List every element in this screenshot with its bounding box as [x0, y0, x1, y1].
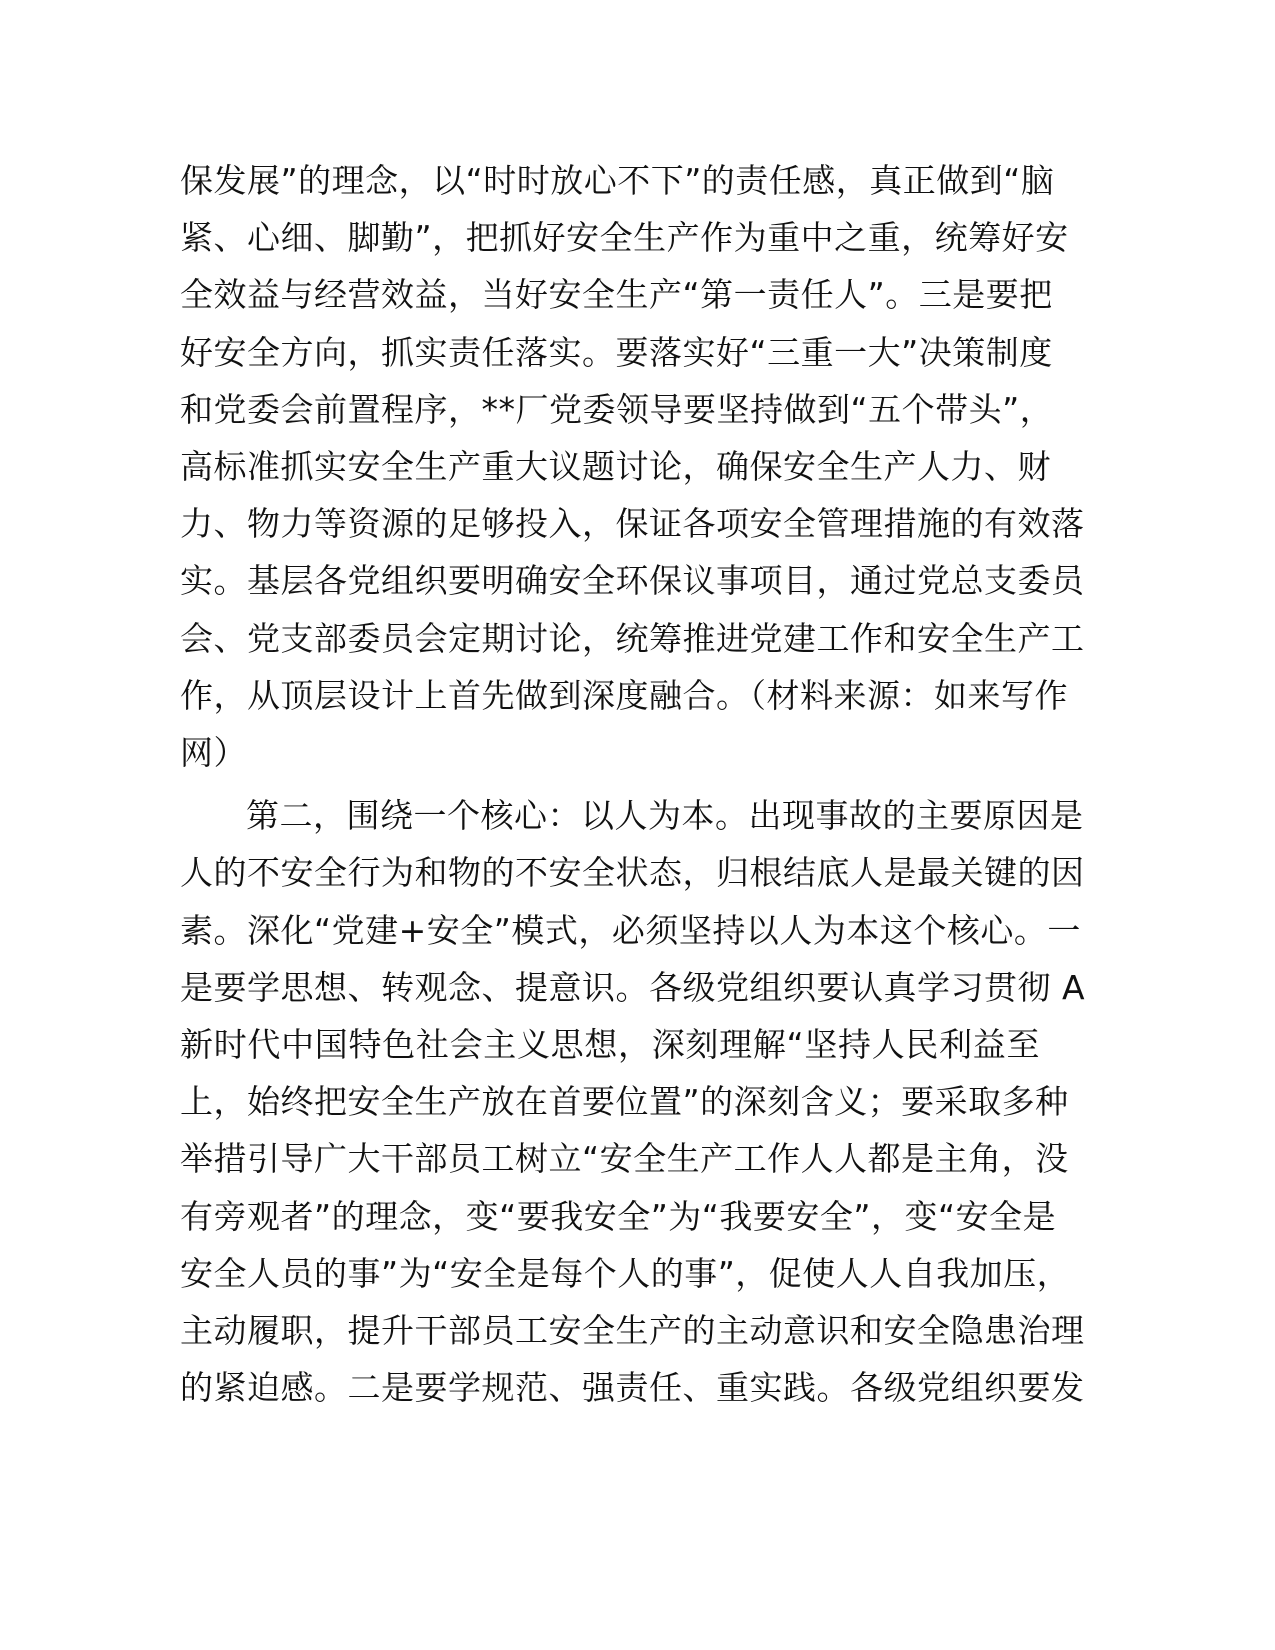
paragraph-2: [180, 787, 1086, 1416]
text-line: 网）: [180, 733, 247, 773]
text-line: 人的不安全行为和物的不安全状态，归根结底人是最关键的因: [180, 853, 1085, 893]
text-line: 好安全方向，抓实责任落实。要落实好“三重一大”决策制度: [180, 332, 1053, 372]
text-line: 有旁观者”的理念，变“要我安全”为“我要安全”，变“安全是: [180, 1196, 1057, 1236]
text-line: 实。基层各党组织要明确安全环保议事项目，通过党总支委员: [180, 561, 1085, 601]
text-line: 是要学思想、转观念、提意识。各级党组织要认真学习贯彻 A: [180, 967, 1086, 1007]
text-line: 作，从顶层设计上首先做到深度融合。（材料来源：如来写作: [180, 675, 1068, 715]
text-line: 紧、心细、脚勤”，把抓好安全生产作为重中之重，统筹好安: [180, 218, 1069, 258]
text-line: 举措引导广大干部员工树立“安全生产工作人人都是主角，没: [180, 1139, 1069, 1179]
text-line: 保发展”的理念，以“时时放心不下”的责任感，真正做到“脑: [180, 161, 1055, 200]
body-text: [180, 152, 1086, 1416]
text-line: 素。深化“党建+安全”模式，必须坚持以人为本这个核心。一: [180, 910, 1081, 950]
text-line: 会、党支部委员会定期讨论，统筹推进党建工作和安全生产工: [180, 618, 1085, 658]
text-line: 上，始终把安全生产放在首要位置”的深刻含义；要采取多种: [180, 1082, 1069, 1122]
paragraph-1: [180, 152, 1085, 781]
text-line: 新时代中国特色社会主义思想，深刻理解“坚持人民利益至: [180, 1025, 1040, 1065]
text-line: 第二，围绕一个核心：以人为本。出现事故的主要原因是: [246, 796, 1084, 836]
text-line: 和党委会前置程序，**厂党委领导要坚持做到“五个带头”，: [180, 389, 1054, 429]
text-line: 力、物力等资源的足够投入，保证各项安全管理措施的有效落: [180, 504, 1085, 544]
text-line: 主动履职，提升干部员工安全生产的主动意识和安全隐患治理: [180, 1311, 1085, 1351]
text-line: 安全人员的事”为“安全是每个人的事”，促使人人自我加压，: [180, 1253, 1071, 1293]
text-line: 的紧迫感。二是要学规范、强责任、重实践。各级党组织要发: [180, 1368, 1085, 1408]
text-line: 高标准抓实安全生产重大议题讨论，确保安全生产人力、财: [180, 447, 1051, 487]
text-line: 全效益与经营效益，当好安全生产“第一责任人”。三是要把: [180, 275, 1053, 315]
